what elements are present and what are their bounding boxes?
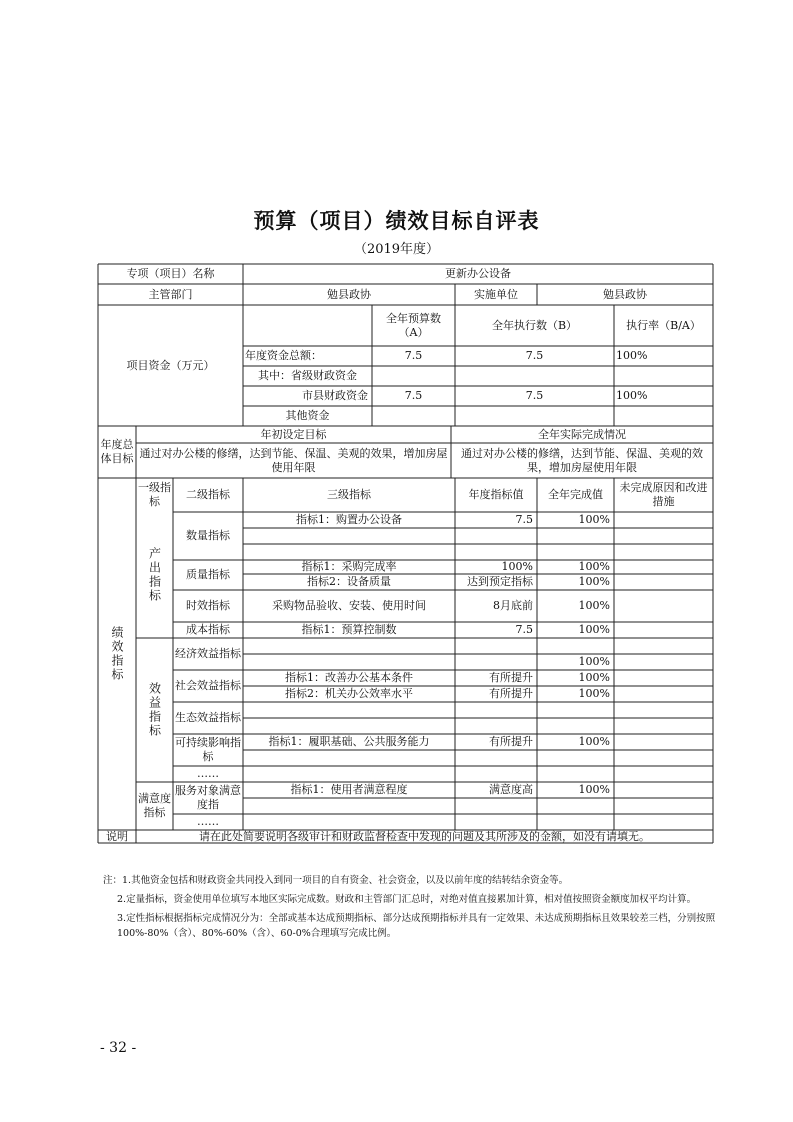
col-level3: 三级指标 — [327, 488, 371, 501]
indicator-actual: 100% — [578, 575, 610, 588]
funds-row-label: 其他资金 — [285, 409, 330, 422]
funds-row-exec: 7.5 — [525, 389, 544, 402]
funds-row-rate: 100% — [616, 389, 648, 402]
indicator-name: 指标2：机关办公效率水平 — [285, 687, 413, 700]
l2-social: 社会效益指标 — [175, 679, 241, 692]
indicator-target: 100% — [501, 560, 533, 573]
l2-sustainable: 可持续影响指标 — [175, 736, 241, 763]
funds-row-budget: 7.5 — [404, 349, 423, 362]
footnote-2: 2.定量指标，资金使用单位填写本地区实际完成数。财政和主管部门汇总时，对绝对值直接累加计算，相对值按照资金额度加权平均计算。 — [117, 894, 697, 905]
funds-row-exec — [455, 366, 614, 386]
footnote-1: 注：1.其他资金包括和财政资金共同投入到同一项目的自有资金、社会资金，以及以前年度的结转结余资金等。 — [103, 875, 569, 886]
category-satisfaction: 满意度指标 — [138, 792, 171, 819]
indicator-actual: 100% — [578, 783, 610, 796]
funds-row-rate: 100% — [616, 349, 648, 362]
l2-time: 时效指标 — [186, 599, 230, 612]
project-name-label: 专项（项目）名称 — [126, 267, 215, 280]
funds-row-label: 市县财政资金 — [302, 389, 368, 402]
indicator-target: 7.5 — [515, 513, 533, 526]
funds-col-exec: 全年执行数（B） — [491, 318, 578, 332]
indicator-name: 指标1：采购完成率 — [301, 560, 397, 573]
goals-initial-text: 通过对办公楼的修缮，达到节能、保温、美观的效果，增加房屋使用年限 — [139, 446, 448, 474]
l2-service: 服务对象满意度指 — [175, 784, 241, 811]
col-level2: 二级指标 — [186, 488, 230, 501]
document-title: 预算（项目）绩效目标自评表 — [253, 208, 540, 233]
indicator-target: 达到预定指标 — [467, 575, 533, 588]
l2-quantity: 数量指标 — [186, 529, 230, 542]
indicator-target: 8月底前 — [493, 599, 533, 612]
l2-ecological: 生态效益指标 — [175, 711, 241, 724]
funds-row-budget — [372, 366, 455, 386]
funds-col-budget: 全年预算数（A） — [386, 311, 441, 339]
funds-row-rate — [614, 366, 713, 386]
indicator-target: 满意度高 — [489, 783, 533, 796]
footnote-3: 3.定性指标根据指标完成情况分为：全部或基本达成预期指标、部分达成预期指标并具有一定效果、未达成预期指标且效果较差三档，分别按照100%-80%（含）、80%-60%（含）、60-0%合理填写完成比例。 — [117, 913, 716, 939]
unit-value: 勉县政协 — [603, 287, 647, 301]
funds-row-exec — [455, 406, 614, 426]
l2-economic: 经济效益指标 — [175, 647, 241, 660]
l2-ellipsis: …… — [197, 767, 219, 780]
indicator-actual: 100% — [578, 735, 610, 748]
funds-row-label: 年度资金总额： — [245, 349, 322, 362]
page-number: - 32 - — [100, 1040, 137, 1056]
unit-label: 实施单位 — [474, 287, 518, 301]
indicator-actual: 100% — [578, 560, 610, 573]
indicator-target: 有所提升 — [489, 671, 533, 684]
indicator-actual: 100% — [578, 671, 610, 684]
funds-row-exec: 7.5 — [525, 349, 544, 362]
explanation-text: 请在此处简要说明各级审计和财政监督检查中发现的问题及其所涉及的金额，如没有请填无。 — [199, 830, 650, 843]
indicator-target: 有所提升 — [489, 735, 533, 748]
goals-initial-label: 年初设定目标 — [260, 427, 327, 441]
goals-actual-text: 通过对办公楼的修缮，达到节能、保温、美观的效果，增加房屋使用年限 — [461, 446, 703, 474]
funds-row-rate — [614, 406, 713, 426]
footnotes — [103, 873, 721, 945]
indicator-actual: 100% — [578, 513, 610, 526]
goals-label: 年度总体目标 — [100, 438, 134, 465]
l2-ellipsis-2: …… — [197, 815, 219, 828]
indicator-target: 7.5 — [515, 623, 533, 636]
funds-row-label: 其中：省级财政资金 — [258, 369, 357, 382]
indicator-name: 指标1：使用者满意程度 — [290, 783, 408, 796]
project-name-value: 更新办公设备 — [445, 267, 511, 280]
funds-row-budget — [372, 406, 455, 426]
l2-cost: 成本指标 — [186, 623, 230, 636]
indicator-name: 指标1：预算控制数 — [301, 623, 397, 636]
indicator-actual: 100% — [578, 655, 610, 668]
indicator-name: 采购物品验收、安装、使用时间 — [272, 599, 426, 612]
indicator-name: 指标1：履职基础、公共服务能力 — [268, 735, 430, 748]
indicator-actual: 100% — [578, 687, 610, 700]
funds-row-budget: 7.5 — [404, 389, 423, 402]
indicator-name: 指标1：改善办公基本条件 — [285, 671, 413, 684]
category-benefit: 效益指标 — [147, 682, 162, 738]
funds-label: 项目资金（万元） — [126, 358, 215, 372]
indicator-target: 有所提升 — [489, 687, 533, 700]
funds-col-rate: 执行率（B/A） — [626, 318, 701, 332]
col-target: 年度指标值 — [468, 488, 524, 501]
dept-label: 主管部门 — [148, 287, 193, 301]
dept-value: 勉县政协 — [327, 287, 371, 301]
indicators-label: 绩效指标 — [110, 626, 124, 682]
explanation-label: 说明 — [106, 830, 128, 843]
indicator-actual: 100% — [578, 599, 610, 612]
l2-quality: 质量指标 — [186, 568, 230, 581]
indicator-name: 指标1：购置办公设备 — [296, 513, 402, 526]
category-output: 产出指标 — [147, 547, 162, 603]
col-reason: 未完成原因和改进措施 — [619, 481, 708, 508]
indicator-actual: 100% — [578, 623, 610, 636]
goals-actual-label: 全年实际完成情况 — [538, 427, 626, 441]
indicator-name: 指标2：设备质量 — [307, 575, 391, 588]
document-year: （2019年度） — [353, 242, 440, 257]
col-level1: 一级指标 — [138, 481, 171, 508]
col-actual: 全年完成值 — [548, 488, 603, 501]
